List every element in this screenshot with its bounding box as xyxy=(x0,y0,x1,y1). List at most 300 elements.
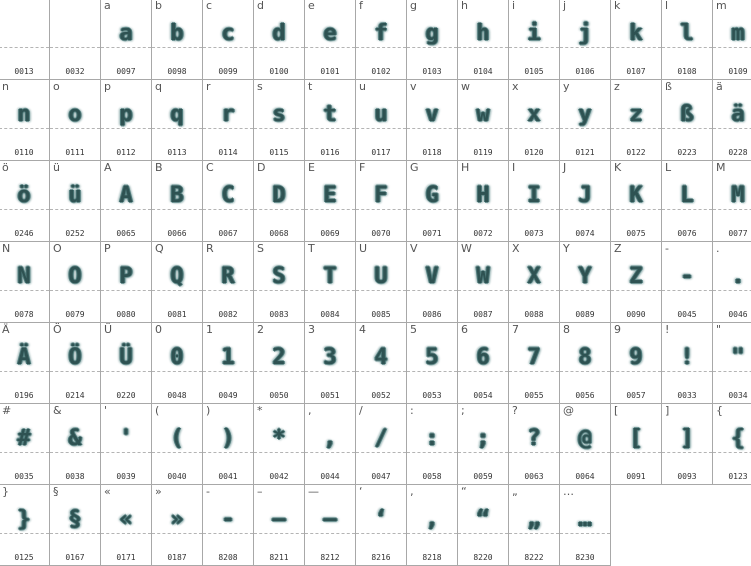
baseline-guide xyxy=(407,290,457,291)
baseline-guide xyxy=(254,209,304,210)
baseline-guide xyxy=(50,128,100,129)
baseline-guide xyxy=(0,209,49,210)
character-label: u xyxy=(359,80,366,93)
glyph-sample: k xyxy=(629,21,643,46)
character-label: ‐ xyxy=(206,485,210,498)
glyph-sample: 9 xyxy=(629,345,643,370)
baseline-guide xyxy=(152,533,202,534)
character-code: 0032 xyxy=(65,67,85,76)
character-code: 0220 xyxy=(116,391,136,400)
baseline-guide xyxy=(407,128,457,129)
glyph-cell xyxy=(560,161,611,242)
character-code: 0116 xyxy=(320,148,340,157)
glyph-sample: x xyxy=(527,102,541,127)
glyph-cell xyxy=(254,0,305,80)
baseline-guide xyxy=(203,371,253,372)
character-label: ä xyxy=(716,80,723,93)
glyph-sample: s xyxy=(272,102,286,127)
character-label: # xyxy=(2,404,12,417)
character-code: 0050 xyxy=(269,391,289,400)
glyph-sample: - xyxy=(680,264,694,289)
glyph-cell xyxy=(305,242,356,323)
character-label: ß xyxy=(665,80,672,93)
glyph-cell xyxy=(50,242,101,323)
character-code: 0228 xyxy=(728,148,748,157)
character-code: 0107 xyxy=(626,67,646,76)
character-label: S xyxy=(257,242,264,255)
character-code: 0034 xyxy=(728,391,748,400)
baseline-guide xyxy=(509,533,559,534)
character-code: 0048 xyxy=(167,391,187,400)
baseline-guide xyxy=(356,533,406,534)
character-label: m xyxy=(716,0,727,12)
baseline-guide xyxy=(254,533,304,534)
glyph-sample: ! xyxy=(680,345,694,370)
character-code: 0098 xyxy=(167,67,187,76)
glyph-sample: t xyxy=(323,102,337,127)
baseline-guide xyxy=(458,209,508,210)
glyph-sample: U xyxy=(374,264,388,289)
character-code: 0087 xyxy=(473,310,493,319)
glyph-cell xyxy=(713,323,751,404)
glyph-sample: ‚ xyxy=(425,507,439,532)
character-label: 6 xyxy=(461,323,468,336)
character-label: ! xyxy=(665,323,670,336)
glyph-cell xyxy=(0,161,50,242)
baseline-guide xyxy=(458,128,508,129)
glyph-cell xyxy=(356,242,407,323)
baseline-guide xyxy=(254,128,304,129)
glyph-cell xyxy=(50,0,101,80)
character-code: 0079 xyxy=(65,310,85,319)
character-code: 0121 xyxy=(575,148,595,157)
character-code: 0085 xyxy=(371,310,391,319)
baseline-guide xyxy=(662,452,712,453)
character-label: 0 xyxy=(155,323,162,336)
glyph-sample: G xyxy=(425,183,439,208)
character-label: a xyxy=(104,0,111,12)
glyph-cell xyxy=(407,80,458,161)
baseline-guide xyxy=(101,128,151,129)
character-label: Z xyxy=(614,242,622,255)
glyph-cell xyxy=(101,323,152,404)
character-label: / xyxy=(359,404,363,417)
glyph-cell xyxy=(0,404,50,485)
baseline-guide xyxy=(305,209,355,210)
glyph-sample: § xyxy=(68,507,82,532)
glyph-sample: – xyxy=(272,507,286,532)
character-label: P xyxy=(104,242,111,255)
baseline-guide xyxy=(662,371,712,372)
glyph-sample: r xyxy=(221,102,235,127)
glyph-cell xyxy=(305,404,356,485)
character-label: 2 xyxy=(257,323,264,336)
character-label: , xyxy=(308,404,312,417)
baseline-guide xyxy=(407,47,457,48)
glyph-cell xyxy=(560,323,611,404)
glyph-sample: ) xyxy=(221,426,235,451)
baseline-guide xyxy=(662,209,712,210)
baseline-guide xyxy=(305,128,355,129)
character-code: 0065 xyxy=(116,229,136,238)
glyph-cell xyxy=(356,404,407,485)
glyph-sample: « xyxy=(119,507,133,532)
glyph-cell xyxy=(509,323,560,404)
character-code: 0046 xyxy=(728,310,748,319)
glyph-sample: Ä xyxy=(17,345,31,370)
glyph-cell xyxy=(305,485,356,566)
glyph-cell xyxy=(203,242,254,323)
baseline-guide xyxy=(305,371,355,372)
character-label: i xyxy=(512,0,516,12)
character-code: 0056 xyxy=(575,391,595,400)
character-code: 0125 xyxy=(14,553,34,562)
glyph-sample: T xyxy=(323,264,337,289)
baseline-guide xyxy=(713,209,751,210)
glyph-cell xyxy=(509,161,560,242)
character-label: V xyxy=(410,242,418,255)
glyph-sample: » xyxy=(170,507,184,532)
character-code: 0040 xyxy=(167,472,187,481)
glyph-cell xyxy=(101,80,152,161)
character-label: … xyxy=(563,485,574,498)
character-label: s xyxy=(257,80,263,93)
glyph-sample: { xyxy=(731,426,745,451)
glyph-sample: M xyxy=(731,183,745,208)
baseline-guide xyxy=(101,533,151,534)
baseline-guide xyxy=(50,452,100,453)
character-label: B xyxy=(155,161,163,174)
character-label: U xyxy=(359,242,368,255)
character-label: p xyxy=(104,80,111,93)
character-code: 0223 xyxy=(677,148,697,157)
character-code: 0078 xyxy=(14,310,34,319)
baseline-guide xyxy=(560,371,610,372)
glyph-sample: : xyxy=(425,426,439,451)
baseline-guide xyxy=(254,47,304,48)
glyph-sample: Ü xyxy=(119,345,133,370)
glyph-cell xyxy=(713,404,751,485)
baseline-guide xyxy=(152,209,202,210)
character-label: d xyxy=(257,0,264,12)
character-code: 0059 xyxy=(473,472,493,481)
glyph-cell xyxy=(713,0,751,80)
character-label: N xyxy=(2,242,11,255)
character-code: 0073 xyxy=(524,229,544,238)
baseline-guide xyxy=(203,128,253,129)
character-code: 0035 xyxy=(14,472,34,481)
baseline-guide xyxy=(509,209,559,210)
glyph-sample: ‐ xyxy=(221,507,235,532)
character-code: 0038 xyxy=(65,472,85,481)
glyph-cell xyxy=(152,80,203,161)
character-label: — xyxy=(308,485,319,498)
glyph-sample: ; xyxy=(476,426,490,451)
character-label: w xyxy=(461,80,470,93)
baseline-guide xyxy=(0,452,49,453)
glyph-sample: E xyxy=(323,183,337,208)
character-code: 0122 xyxy=(626,148,646,157)
character-label: Q xyxy=(155,242,164,255)
glyph-sample: D xyxy=(272,183,286,208)
glyph-sample: z xyxy=(629,102,643,127)
glyph-cell xyxy=(254,161,305,242)
baseline-guide xyxy=(203,47,253,48)
glyph-sample: C xyxy=(221,183,235,208)
baseline-guide xyxy=(560,290,610,291)
glyph-cell xyxy=(152,161,203,242)
glyph-sample: P xyxy=(119,264,133,289)
glyph-cell xyxy=(509,80,560,161)
character-code: 0100 xyxy=(269,67,289,76)
baseline-guide xyxy=(101,371,151,372)
glyph-sample: Y xyxy=(578,264,592,289)
glyph-sample: 4 xyxy=(374,345,388,370)
glyph-sample: l xyxy=(680,21,694,46)
character-label: » xyxy=(155,485,162,498)
baseline-guide xyxy=(509,290,559,291)
glyph-cell xyxy=(407,242,458,323)
character-code: 8230 xyxy=(575,553,595,562)
character-label: § xyxy=(53,485,59,498)
baseline-guide xyxy=(509,128,559,129)
character-label: } xyxy=(2,485,9,498)
character-code: 0214 xyxy=(65,391,85,400)
baseline-guide xyxy=(611,209,661,210)
character-code: 8211 xyxy=(269,553,289,562)
glyph-cell xyxy=(713,80,751,161)
glyph-cell xyxy=(50,80,101,161)
character-code: 0089 xyxy=(575,310,595,319)
glyph-cell xyxy=(305,80,356,161)
baseline-guide xyxy=(0,47,49,48)
baseline-guide xyxy=(713,290,751,291)
glyph-cell xyxy=(509,242,560,323)
character-code: 0097 xyxy=(116,67,136,76)
glyph-cell xyxy=(254,80,305,161)
baseline-guide xyxy=(50,290,100,291)
glyph-cell xyxy=(407,323,458,404)
glyph-sample: o xyxy=(68,102,82,127)
character-code: 0106 xyxy=(575,67,595,76)
glyph-sample: i xyxy=(527,21,541,46)
character-label: ‚ xyxy=(410,485,414,498)
character-code: 0102 xyxy=(371,67,391,76)
character-code: 8216 xyxy=(371,553,391,562)
glyph-sample: “ xyxy=(476,507,490,532)
baseline-guide xyxy=(152,47,202,48)
character-code: 0047 xyxy=(371,472,391,481)
character-label: ü xyxy=(53,161,60,174)
character-code: 0054 xyxy=(473,391,493,400)
glyph-cell xyxy=(152,242,203,323)
glyph-sample: ä xyxy=(731,102,745,127)
character-label: v xyxy=(410,80,417,93)
glyph-sample: … xyxy=(578,507,592,532)
glyph-cell xyxy=(152,485,203,566)
glyph-sample: 0 xyxy=(170,345,184,370)
glyph-sample: ] xyxy=(680,426,694,451)
baseline-guide xyxy=(407,452,457,453)
character-code: 0063 xyxy=(524,472,544,481)
character-label: E xyxy=(308,161,315,174)
glyph-cell xyxy=(662,80,713,161)
glyph-cell xyxy=(356,0,407,80)
character-code: 0086 xyxy=(422,310,442,319)
character-label: C xyxy=(206,161,214,174)
character-label: o xyxy=(53,80,60,93)
glyph-cell xyxy=(50,161,101,242)
glyph-sample: W xyxy=(476,264,490,289)
glyph-cell xyxy=(509,485,560,566)
character-code: 0111 xyxy=(65,148,85,157)
character-code: 0117 xyxy=(371,148,391,157)
baseline-guide xyxy=(0,533,49,534)
character-code: 0068 xyxy=(269,229,289,238)
glyph-cell xyxy=(407,404,458,485)
character-label: j xyxy=(563,0,567,12)
glyph-cell xyxy=(611,404,662,485)
character-code: 0167 xyxy=(65,553,85,562)
character-code: 0053 xyxy=(422,391,442,400)
baseline-guide xyxy=(662,290,712,291)
character-code: 0075 xyxy=(626,229,646,238)
character-label: c xyxy=(206,0,213,12)
glyph-sample: a xyxy=(119,21,133,46)
character-code: 0090 xyxy=(626,310,646,319)
baseline-guide xyxy=(305,452,355,453)
character-label: 1 xyxy=(206,323,213,336)
glyph-sample: ö xyxy=(17,183,31,208)
character-code: 0013 xyxy=(14,67,34,76)
character-label: A xyxy=(104,161,112,174)
character-code: 0112 xyxy=(116,148,136,157)
glyph-cell xyxy=(203,404,254,485)
glyph-cell xyxy=(203,0,254,80)
character-label: M xyxy=(716,161,726,174)
glyph-cell xyxy=(0,323,50,404)
baseline-guide xyxy=(152,371,202,372)
character-label: Ö xyxy=(53,323,62,336)
character-code: 0104 xyxy=(473,67,493,76)
character-code: 0039 xyxy=(116,472,136,481)
baseline-guide xyxy=(407,371,457,372)
baseline-guide xyxy=(254,452,304,453)
baseline-guide xyxy=(50,209,100,210)
character-code: 0033 xyxy=(677,391,697,400)
glyph-sample: 6 xyxy=(476,345,490,370)
character-code: 0058 xyxy=(422,472,442,481)
glyph-cell xyxy=(560,0,611,80)
glyph-cell xyxy=(407,0,458,80)
character-code: 0108 xyxy=(677,67,697,76)
character-code: 0064 xyxy=(575,472,595,481)
character-code: 0103 xyxy=(422,67,442,76)
character-code: 0066 xyxy=(167,229,187,238)
baseline-guide xyxy=(713,452,751,453)
baseline-guide xyxy=(0,290,49,291)
glyph-cell xyxy=(356,485,407,566)
character-label: : xyxy=(410,404,414,417)
glyph-sample: X xyxy=(527,264,541,289)
baseline-guide xyxy=(152,290,202,291)
baseline-guide xyxy=(713,371,751,372)
glyph-sample: — xyxy=(323,507,337,532)
baseline-guide xyxy=(305,47,355,48)
baseline-guide xyxy=(458,290,508,291)
character-code: 0091 xyxy=(626,472,646,481)
character-code: 8218 xyxy=(422,553,442,562)
character-label: q xyxy=(155,80,162,93)
character-label: g xyxy=(410,0,417,12)
character-label: 4 xyxy=(359,323,366,336)
glyph-cell xyxy=(560,80,611,161)
character-label: ' xyxy=(104,404,108,417)
character-code: 0246 xyxy=(14,229,34,238)
glyph-cell xyxy=(662,0,713,80)
baseline-guide xyxy=(50,371,100,372)
baseline-guide xyxy=(713,47,751,48)
glyph-sample: J xyxy=(578,183,592,208)
character-code: 0118 xyxy=(422,148,442,157)
glyph-cell xyxy=(356,80,407,161)
glyph-sample: „ xyxy=(527,507,541,532)
baseline-guide xyxy=(509,47,559,48)
glyph-sample: ( xyxy=(170,426,184,451)
character-code: 0071 xyxy=(422,229,442,238)
character-label: ( xyxy=(155,404,160,417)
character-label: h xyxy=(461,0,468,12)
baseline-guide xyxy=(662,128,712,129)
glyph-sample: Q xyxy=(170,264,184,289)
baseline-guide xyxy=(101,452,151,453)
glyph-cell xyxy=(611,80,662,161)
character-label: [ xyxy=(614,404,619,417)
character-code: 0113 xyxy=(167,148,187,157)
character-code: 0081 xyxy=(167,310,187,319)
baseline-guide xyxy=(254,371,304,372)
character-label: ö xyxy=(2,161,9,174)
character-label: " xyxy=(716,323,722,336)
glyph-cell xyxy=(509,404,560,485)
character-label: G xyxy=(410,161,419,174)
character-label: Ü xyxy=(104,323,113,336)
character-label: T xyxy=(308,242,315,255)
glyph-cell xyxy=(101,242,152,323)
character-code: 0067 xyxy=(218,229,238,238)
baseline-guide xyxy=(458,533,508,534)
character-label: . xyxy=(716,242,720,255)
glyph-sample: w xyxy=(476,102,490,127)
baseline-guide xyxy=(356,128,406,129)
character-label: K xyxy=(614,161,622,174)
baseline-guide xyxy=(560,128,610,129)
character-label: ‘ xyxy=(359,485,363,498)
baseline-guide xyxy=(305,533,355,534)
glyph-sample: Ö xyxy=(68,345,82,370)
glyph-cell xyxy=(356,161,407,242)
character-label: { xyxy=(716,404,723,417)
glyph-sample: S xyxy=(272,264,286,289)
glyph-cell xyxy=(662,404,713,485)
character-label: ) xyxy=(206,404,211,417)
glyph-sample: I xyxy=(527,183,541,208)
character-code: 0069 xyxy=(320,229,340,238)
glyph-sample: ? xyxy=(527,426,541,451)
glyph-sample: ' xyxy=(119,426,133,451)
character-label: Ä xyxy=(2,323,10,336)
character-code: 0042 xyxy=(269,472,289,481)
